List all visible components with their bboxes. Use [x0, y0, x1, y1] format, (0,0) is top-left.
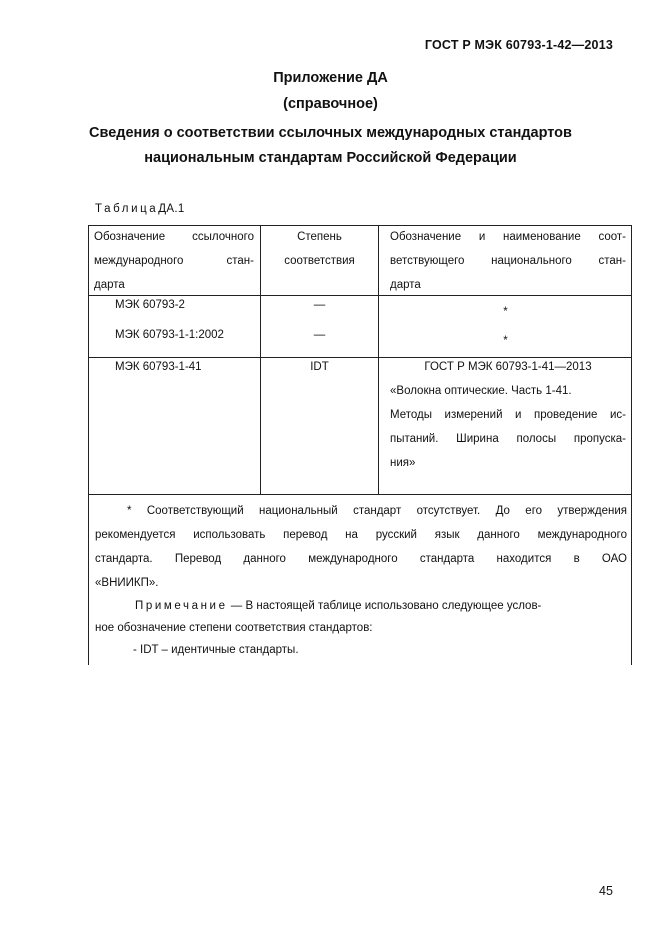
row-degree: — — [313, 299, 326, 311]
note-text: — В настоящей таблице использовано следующее услов- — [230, 600, 542, 612]
national-line: пытаний. Ширина полосы пропуска- — [390, 433, 626, 445]
note-line: ное обозначение степени соответствия стандартов: — [95, 622, 373, 634]
column-divider-2 — [378, 225, 379, 494]
row-ref: МЭК 60793-1-41 — [115, 361, 202, 373]
appendix-heading-line1: Сведения о соответствии ссылочных международных стандартов — [89, 125, 572, 141]
header-col-degree-line: Степень — [297, 231, 342, 243]
appendix-title: Приложение ДА — [273, 70, 388, 86]
table-border-right — [631, 225, 632, 665]
document-code: ГОСТ Р МЭК 60793-1-42—2013 — [424, 38, 613, 52]
footnote-line: стандарта. Перевод данного международного стандарта находится в ОАО — [95, 553, 627, 565]
national-line: ния» — [390, 457, 416, 469]
header-col-national-line: Обозначение и наименование соот- — [390, 231, 626, 243]
table-caption-label: Таблица — [95, 203, 159, 215]
row-degree: IDT — [310, 361, 329, 373]
appendix-type: (справочное) — [283, 96, 378, 112]
row-degree: — — [313, 329, 326, 341]
header-col-national-line: дарта — [390, 279, 421, 291]
correspondence-table — [88, 225, 632, 665]
page-number: 45 — [599, 884, 613, 898]
footnote-divider — [88, 494, 632, 495]
row-national — [390, 355, 626, 475]
row-national: * — [503, 335, 508, 347]
footnote-line: рекомендуется использовать перевод на русский язык данного международного — [95, 529, 627, 541]
note-item: - IDT – идентичные стандарты. — [133, 644, 299, 656]
table-note — [95, 595, 611, 661]
row-ref: МЭК 60793-2 — [115, 299, 185, 311]
header-col-reference — [94, 225, 254, 297]
table-caption-number: ДА.1 — [158, 203, 185, 215]
header-col-reference-line: дарта — [94, 279, 125, 291]
national-line: ГОСТ Р МЭК 60793-1-41—2013 — [424, 361, 592, 373]
national-line: «Волокна оптические. Часть 1-41. — [390, 385, 572, 397]
note-label: Примечание — [135, 600, 228, 612]
row-national: * — [503, 306, 508, 318]
table-footnote — [95, 499, 627, 595]
header-col-reference-line: Обозначение ссылочного — [94, 231, 254, 243]
national-line: Методы измерений и проведение ис- — [390, 409, 626, 421]
appendix-heading-line2: национальным стандартам Российской Федерации — [144, 150, 517, 166]
footnote-line: «ВНИИКП». — [95, 577, 159, 589]
row-ref: МЭК 60793-1-1:2002 — [115, 329, 224, 341]
header-col-national — [390, 225, 626, 297]
header-col-degree-line: соответствия — [284, 255, 355, 267]
footnote-line: * Соответствующий национальный стандарт отсутствует. До его утверждения — [127, 505, 627, 517]
note-line — [95, 595, 611, 617]
table-caption — [95, 203, 185, 215]
header-col-degree — [261, 225, 378, 273]
header-col-national-line: ветствующего национального стан- — [390, 255, 626, 267]
header-col-reference-line: международного стан- — [94, 255, 254, 267]
table-border-left — [88, 225, 89, 665]
